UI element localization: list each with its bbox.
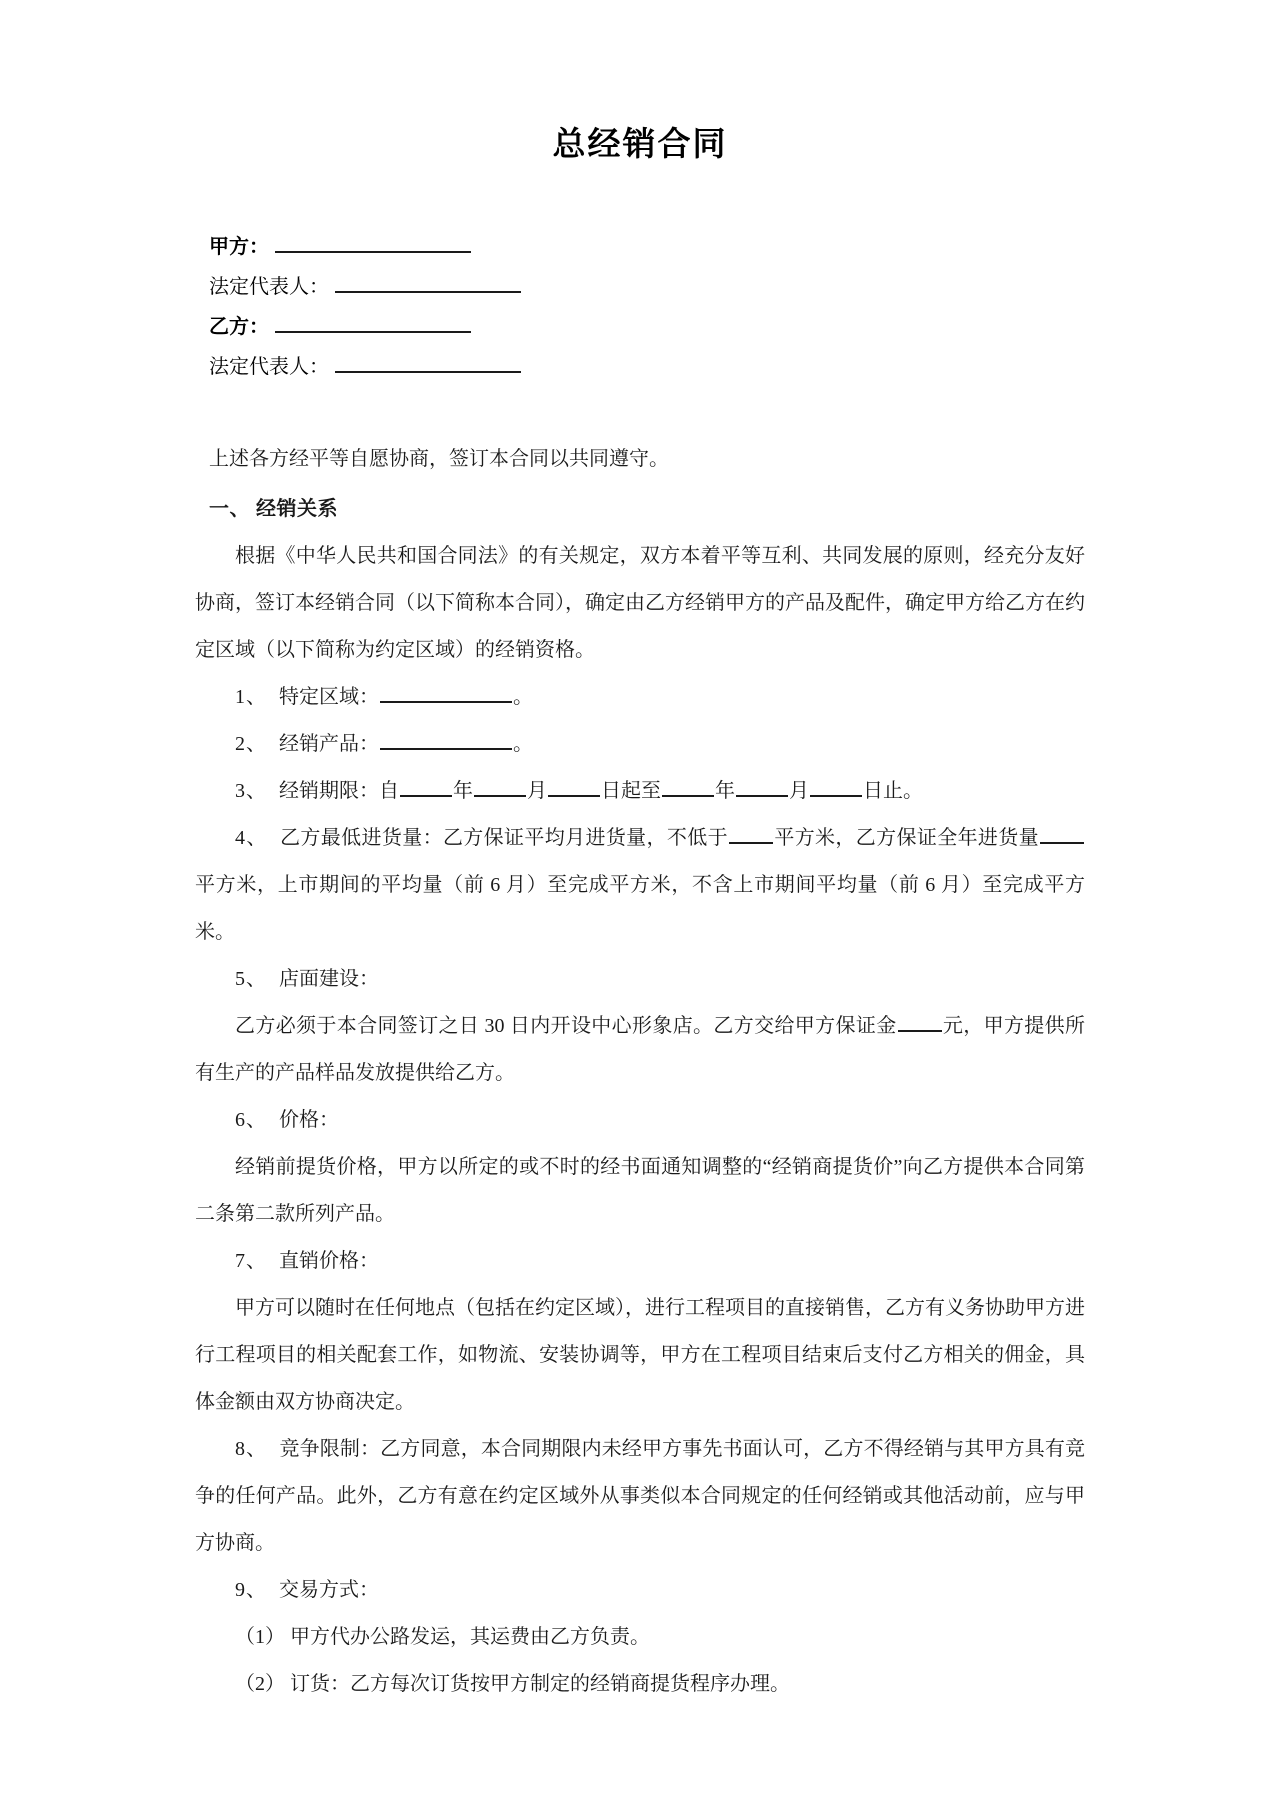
clause-item-2 xyxy=(195,721,1085,768)
clause-item-9 xyxy=(195,1567,1085,1614)
clause-3-label: 经销期限：自 xyxy=(279,780,399,802)
party-label-jiafang-rep: 法定代表人： xyxy=(209,276,329,298)
clause-9-label: 交易方式： xyxy=(279,1579,379,1601)
clause-5-text-a: 乙方必须于本合同签订之日 30 日内开设中心形象店。乙方交给甲方保证金 xyxy=(235,1015,897,1037)
clause-3-unit-month-start: 月 xyxy=(527,780,547,802)
clause-3-blank-year-start[interactable] xyxy=(400,777,452,797)
clause-4-blank-yearly[interactable] xyxy=(1040,824,1084,844)
clause-3-unit-month-end: 月 xyxy=(789,780,809,802)
clause-5-number: 5、 xyxy=(235,968,267,990)
clause-item-3 xyxy=(195,768,1085,815)
clause-3-number: 3、 xyxy=(235,780,267,802)
clause-item-6 xyxy=(195,1097,1085,1144)
clause-item-5 xyxy=(195,956,1085,1003)
clause-item-8 xyxy=(195,1426,1085,1567)
clause-9-subitem-1: （1） 甲方代办公路发运，其运费由乙方负责。 xyxy=(235,1626,650,1648)
clause-7-body: 甲方可以随时在任何地点（包括在约定区域），进行工程项目的直接销售，乙方有义务协助甲方进行工程项目的相关配套工作，如物流、安装协调等，甲方在工程项目结束后支付乙方相关的佣金，具体金额由双方协商决定。 xyxy=(195,1297,1085,1413)
clause-6-body: 经销前提货价格，甲方以所定的或不时的经书面通知调整的“经销商提货价”向乙方提供本合同第二条第二款所列产品。 xyxy=(195,1156,1085,1225)
clause-4-text-c: 平方米，上市期间的平均量（前 6 月）至完成平方米，不含上市期间平均量（前 6 月）至完成平方米。 xyxy=(195,874,1085,943)
party-input-yifang-rep[interactable] xyxy=(335,351,521,373)
clause-3-tail: 日止。 xyxy=(863,780,923,802)
section-heading-1: 一、 经销关系 xyxy=(209,498,339,520)
clause-1-blank[interactable] xyxy=(380,683,512,703)
clause-5-text-b: 元，甲方提供所有生产的产品样品发放提供给乙方。 xyxy=(195,1015,1086,1084)
party-row-yifang-rep xyxy=(209,347,1085,387)
clause-2-number: 2、 xyxy=(235,733,267,755)
party-label-yifang-rep: 法定代表人： xyxy=(209,356,329,378)
clause-item-7 xyxy=(195,1238,1085,1285)
clause-2-label: 经销产品： xyxy=(279,733,379,755)
section-1-intro-paragraph: 根据《中华人民共和国合同法》的有关规定，双方本着平等互利、共同发展的原则，经充分友好协商，签订本经销合同（以下简称本合同），确定由乙方经销甲方的产品及配件，确定甲方给乙方在约定区域（以下简称为约定区域）的经销资格。 xyxy=(195,545,1085,661)
clause-4-text-b: 平方米，乙方保证全年进货量 xyxy=(773,827,1040,849)
clause-5-label: 店面建设： xyxy=(279,968,379,990)
clause-9-number: 9、 xyxy=(235,1579,267,1601)
party-row-jiafang-rep xyxy=(209,267,1085,307)
clause-5-body xyxy=(195,1003,1085,1097)
clause-4-number: 4、 xyxy=(235,827,268,849)
clause-3-connector: 日起至 xyxy=(601,780,661,802)
clause-6-label: 价格： xyxy=(279,1109,339,1131)
clause-1-label: 特定区域： xyxy=(279,686,379,708)
clause-3-unit-year-start: 年 xyxy=(453,780,473,802)
party-input-jiafang[interactable] xyxy=(275,231,471,253)
clause-4-blank-monthly[interactable] xyxy=(729,824,773,844)
clause-5-blank-deposit[interactable] xyxy=(898,1012,942,1032)
party-fields xyxy=(195,227,1085,387)
party-label-jiafang: 甲方： xyxy=(209,236,269,258)
clause-item-4 xyxy=(195,815,1085,956)
clause-item-1 xyxy=(195,674,1085,721)
clause-3-blank-year-end[interactable] xyxy=(662,777,714,797)
clause-3-blank-month-end[interactable] xyxy=(736,777,788,797)
party-row-jiafang xyxy=(209,227,1085,267)
party-label-yifang: 乙方： xyxy=(209,316,269,338)
page-title: 总经销合同 xyxy=(552,125,728,162)
clause-7-number: 7、 xyxy=(235,1250,267,1272)
clause-1-tail: 。 xyxy=(513,686,533,708)
intro-paragraph: 上述各方经平等自愿协商，签订本合同以共同遵守。 xyxy=(209,448,669,470)
clause-3-blank-month-start[interactable] xyxy=(474,777,526,797)
clause-2-tail: 。 xyxy=(513,733,533,755)
clause-4-text-a: 乙方最低进货量：乙方保证平均月进货量，不低于 xyxy=(279,827,728,849)
clause-8-text: 竞争限制：乙方同意，本合同期限内未经甲方事先书面认可，乙方不得经销与其甲方具有竞争的任何产品。此外，乙方有意在约定区域外从事类似本合同规定的任何经销或其他活动前，应与甲方协商。 xyxy=(195,1438,1086,1554)
clause-7-label: 直销价格： xyxy=(279,1250,379,1272)
clause-9-subitem-2: （2） 订货：乙方每次订货按甲方制定的经销商提货程序办理。 xyxy=(235,1673,790,1695)
clause-3-blank-day-start[interactable] xyxy=(548,777,600,797)
party-row-yifang xyxy=(209,307,1085,347)
clause-6-number: 6、 xyxy=(235,1109,267,1131)
clause-8-number: 8、 xyxy=(235,1438,268,1460)
clause-3-blank-day-end[interactable] xyxy=(810,777,862,797)
party-input-jiafang-rep[interactable] xyxy=(335,271,521,293)
clause-2-blank[interactable] xyxy=(380,730,512,750)
party-input-yifang[interactable] xyxy=(275,311,471,333)
clause-3-unit-year-end: 年 xyxy=(715,780,735,802)
clause-1-number: 1、 xyxy=(235,686,267,708)
